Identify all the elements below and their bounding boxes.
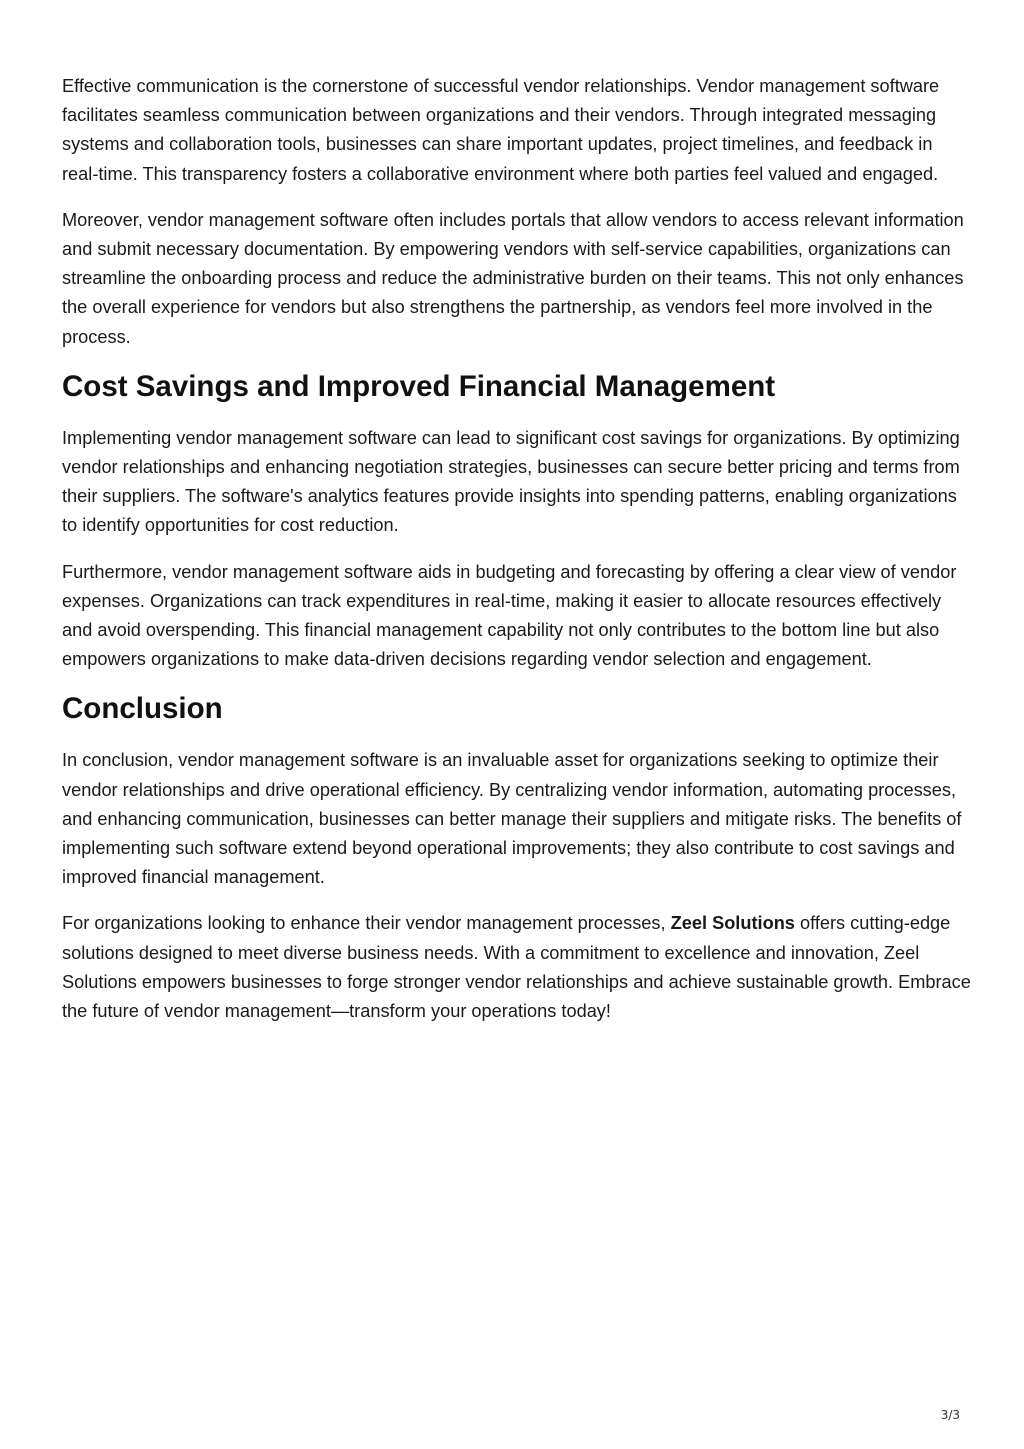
cost-savings-heading: Cost Savings and Improved Financial Management [62,369,776,403]
cost-savings-paragraph-1: Implementing vendor management software can lead to significant cost savings for organizations. By optimizing vendor relationships and enhancing negotiation strategies, businesses can secure better pricing and terms from their suppliers. The software's analytics features provide insights into spending patterns, enabling organizations to identify opportunities for cost reduction. [62,427,960,536]
conclusion-heading: Conclusion [62,692,223,726]
intro-paragraph-1: Effective communication is the cornerstone of successful vendor relationships. Vendor management software facilitates seamless communication between organizations and their vendors. Through integrated messaging systems and collaboration tools, businesses can share important updates, project timelines, and feedback in real-time. This transparency fosters a collaborative environment where both parties feel valued and engaged. [62,76,940,184]
document-page [62,72,972,1043]
conclusion-paragraph-2 [62,909,972,1026]
conclusion-text-before-brand: For organizations looking to enhance their vendor management processes, [62,913,671,934]
page-number: 3/3 [940,1408,960,1422]
conclusion-paragraph-1: In conclusion, vendor management software is an invaluable asset for organizations seeking to optimize their vendor relationships and drive operational efficiency. By centralizing vendor information, automating processes, and enhancing communication, businesses can better manage their suppliers and mitigate risks. The benefits of implementing such software extend beyond operational improvements; they also contribute to cost savings and improved financial management. [62,750,962,888]
intro-paragraph-2: Moreover, vendor management software often includes portals that allow vendors to access relevant information and submit necessary documentation. By empowering vendors with self-service capabilities, organizations can streamline the onboarding process and reduce the administrative burden on their teams. This not only enhances the overall experience for vendors but also strengthens the partnership, as vendors feel more involved in the process. [62,209,964,347]
brand-name: Zeel Solutions [670,913,795,934]
cost-savings-paragraph-2: Furthermore, vendor management software aids in budgeting and forecasting by offering a clear view of vendor expenses. Organizations can track expenditures in real-time, making it easier to allocate resources effectively and avoid overspending. This financial management capability not only contributes to the bottom line but also empowers organizations to make data-driven decisions regarding vendor selection and engagement. [62,561,957,670]
conclusion-text-after-brand: offers cutting-edge solutions designed to meet diverse business needs. With a commitment to excellence and innovation, Zeel Solutions empowers businesses to forge stronger vendor relationships and achieve sustainable growth. Embrace the future of vendor management—transform your operations today! [62,913,971,1022]
